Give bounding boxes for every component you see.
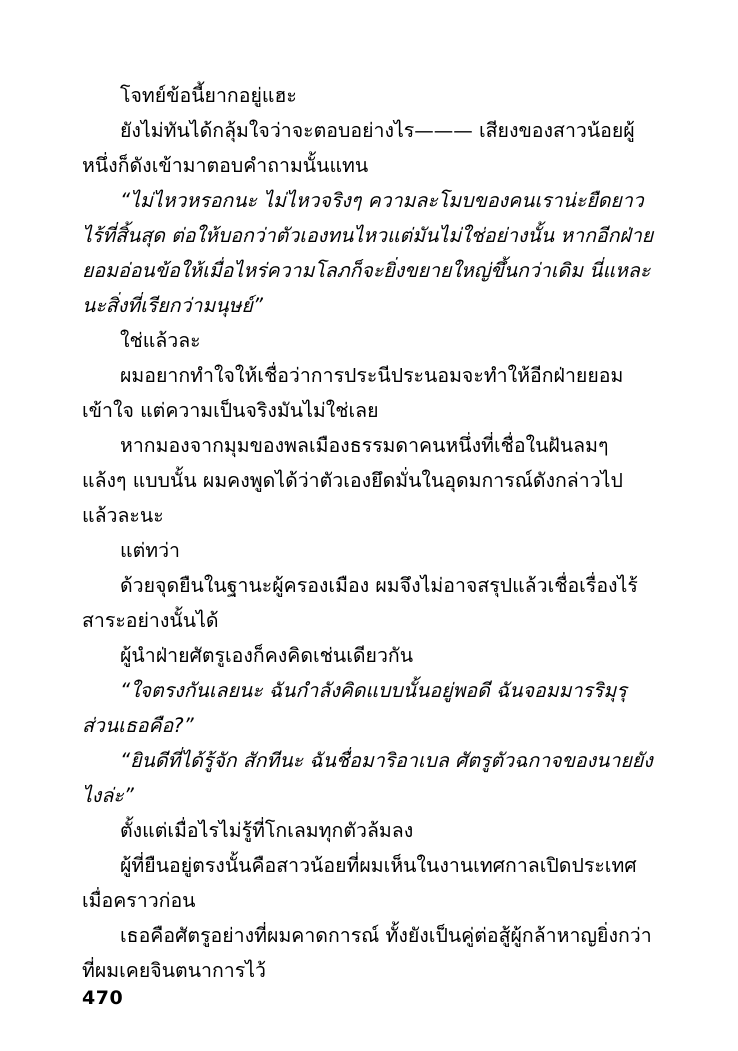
paragraph: ยังไม่ทันได้กลุ้มใจว่าจะตอบอย่างไร——— เสียงของสาวน้อยผู้หนึ่งก็ดังเข้ามาตอบคำถามนั้นแทน — [82, 119, 635, 177]
paragraph: เธอคือศัตรูอย่างที่ผมคาดการณ์ ทั้งยังเป็นคู่ต่อสู้ผู้กล้าหาญยิ่งกว่าที่ผมเคยจินตนาการไว้ — [82, 924, 652, 982]
paragraph: ผมอยากทำใจให้เชื่อว่าการประนีประนอมจะทำให้อีกฝ่ายยอมเข้าใจ แต่ความเป็นจริงมันไม่ใช่เลย — [82, 364, 624, 422]
paragraph: ผู้ที่ยืนอยู่ตรงนั้นคือสาวน้อยที่ผมเห็นในงานเทศกาลเปิดประเทศเมื่อคราวก่อน — [82, 854, 637, 912]
paragraph: หากมองจากมุมของพลเมืองธรรมดาคนหนึ่งที่เชื่อในฝันลมๆ แล้งๆ แบบนั้น ผมคงพูดได้ว่าตัวเองยึดมั่นในอุดมการณ์ดังกล่าวไปแล้วละนะ — [82, 434, 623, 527]
paragraph: โจทย์ข้อนี้ยากอยู่แฮะ — [120, 84, 297, 107]
paragraph: ด้วยจุดยืนในฐานะผู้ครองเมือง ผมจึงไม่อาจสรุปแล้วเชื่อเรื่องไร้สาระอย่างนั้นได้ — [82, 574, 638, 632]
paragraph: แต่ทว่า — [120, 539, 180, 562]
page-body — [82, 78, 654, 988]
page-number: 470 — [82, 987, 124, 1009]
paragraph: “ใจตรงกันเลยนะ ฉันกำลังคิดแบบนั้นอยู่พอดี ฉันจอมมารริมุรุ ส่วนเธอคือ?” — [82, 679, 627, 737]
paragraph: ตั้งแต่เมื่อไรไม่รู้ที่โกเลมทุกตัวล้มลง — [120, 819, 414, 842]
paragraph: ผู้นำฝ่ายศัตรูเองก็คงคิดเช่นเดียวกัน — [120, 644, 414, 667]
paragraph: ใช่แล้วละ — [120, 329, 201, 352]
paragraph: “ไม่ไหวหรอกนะ ไม่ไหวจริงๆ ความละโมบของคนเราน่ะยืดยาวไร้ที่สิ้นสุด ต่อให้บอกว่าตัวเองทนไหวแต่มันไม่ใช่อย่างนั้น หากอีกฝ่ายยอมอ่อนข้อให้เมื่อไหร่ความโลภก็จะยิ่งขยายใหญ่ขึ้นกว่าเดิม นี่แหละนะสิ่งที่เรียกว่ามนุษย์” — [82, 189, 654, 317]
paragraph: “ยินดีที่ได้รู้จัก สักทีนะ ฉันชื่อมาริอาเบล ศัตรูตัวฉกาจของนายยังไงล่ะ” — [82, 749, 653, 807]
